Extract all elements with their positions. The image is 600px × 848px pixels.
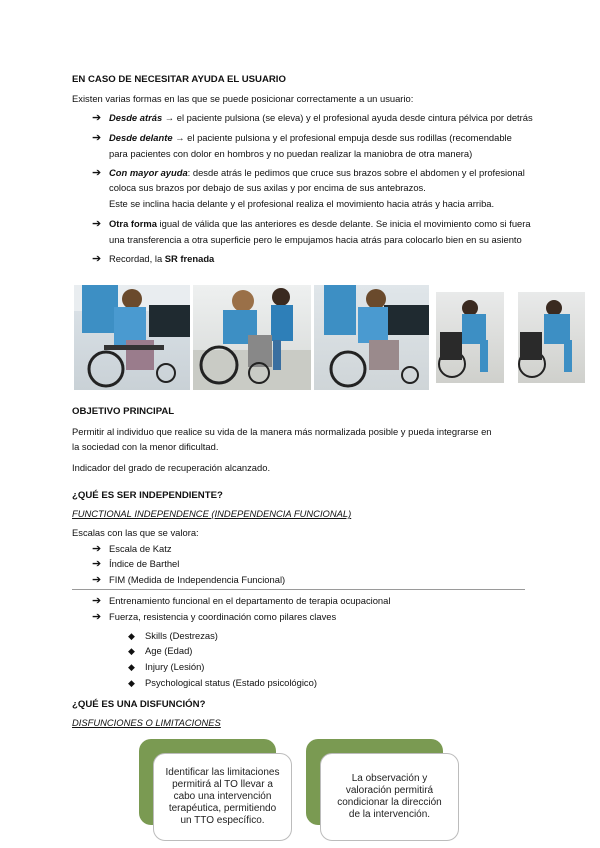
help-item-4: Otra forma igual de válida que las anteriores es desde delante. Se inicia el movimiento como si fuera xyxy=(109,218,531,229)
section-objective-title: OBJETIVO PRINCIPAL xyxy=(72,406,175,417)
arrow-bullet-icon: ➔ xyxy=(92,218,102,230)
help-item-2-line2: para pacientes con dolor en hombros y no puedan realizar la maniobra de otra manera) xyxy=(109,148,473,159)
dysfunction-card-1-text: Identificar las limitaciones permitirá al TO llevar a cabo una intervención terapéutica, permitiendo un TTO específico. xyxy=(165,767,280,826)
scale-item: Escala de Katz xyxy=(109,543,172,554)
section-independent-subtitle: FUNCTIONAL INDEPENDENCE (INDEPENDENCIA FUNCIONAL) xyxy=(72,508,352,519)
independence-point: Entrenamiento funcional en el departamento de terapia ocupacional xyxy=(109,595,391,606)
wheelchair-photo-5 xyxy=(518,292,585,383)
arrow-bullet-icon: ➔ xyxy=(92,574,102,586)
help-item-3-line3: Este se inclina hacia delante y el profesional realiza el movimiento hacia atrás y hacia arriba. xyxy=(109,198,495,209)
dysfunction-card-1 xyxy=(153,753,292,841)
sub-point: Injury (Lesión) xyxy=(145,661,205,672)
sub-point: Skills (Destrezas) xyxy=(145,630,218,641)
wheelchair-photo-2 xyxy=(193,285,311,390)
wheelchair-photo-3 xyxy=(314,285,429,390)
section-help-title: EN CASO DE NECESITAR AYUDA EL USUARIO xyxy=(72,74,286,85)
diamond-bullet-icon: ◆ xyxy=(128,646,135,656)
dysfunction-card-2 xyxy=(320,753,459,841)
arrow-bullet-icon: ➔ xyxy=(92,167,102,179)
sub-point: Age (Edad) xyxy=(145,645,193,656)
help-item-3: Con mayor ayuda: desde atrás le pedimos que cruce sus brazos sobre el abdomen y el profesional xyxy=(109,167,525,178)
arrow-bullet-icon: ➔ xyxy=(92,112,102,124)
help-item-4-line2: una transferencia a otra superficie pero le empujamos hacia atrás para colocarlo bien en su asiento xyxy=(109,234,522,245)
help-item-2: Desde delante → el paciente pulsiona y el profesional empuja desde sus rodillas (recomendable xyxy=(109,132,512,143)
wheelchair-photo-1 xyxy=(74,285,190,390)
diamond-bullet-icon: ◆ xyxy=(128,678,135,688)
scale-item: Índice de Barthel xyxy=(109,558,180,569)
section-dysfunction-subtitle: DISFUNCIONES O LIMITACIONES xyxy=(72,717,221,728)
arrow-bullet-icon: ➔ xyxy=(92,558,102,570)
section-independent-title: ¿QUÉ ES SER INDEPENDIENTE? xyxy=(72,490,223,501)
section-dysfunction-title: ¿QUÉ ES UNA DISFUNCIÓN? xyxy=(72,699,206,710)
help-item-3-line2: coloca sus brazos por debajo de sus axilas y por encima de sus antebrazos. xyxy=(109,182,426,193)
section-help-intro: Existen varias formas en las que se puede posicionar correctamente a un usuario: xyxy=(72,93,414,104)
diamond-bullet-icon: ◆ xyxy=(128,662,135,672)
arrow-bullet-icon: ➔ xyxy=(92,543,102,555)
arrow-bullet-icon: ➔ xyxy=(92,611,102,623)
scale-item: FIM (Medida de Independencia Funcional) xyxy=(109,574,286,585)
divider xyxy=(72,589,525,590)
wheelchair-photo-4 xyxy=(436,292,504,383)
help-item-5: Recordad, la SR frenada xyxy=(109,253,215,264)
diamond-bullet-icon: ◆ xyxy=(128,631,135,641)
arrow-bullet-icon: ➔ xyxy=(92,595,102,607)
dysfunction-card-2-text: La observación y valoración permitirá condicionar la dirección de la intervención. xyxy=(337,773,442,820)
objective-line-2: la sociedad con la menor dificultad. xyxy=(72,441,219,452)
scales-intro: Escalas con las que se valora: xyxy=(72,527,199,538)
arrow-bullet-icon: ➔ xyxy=(92,132,102,144)
sub-point: Psychological status (Estado psicológico) xyxy=(145,677,317,688)
independence-point: Fuerza, resistencia y coordinación como pilares claves xyxy=(109,611,337,622)
objective-line-3: Indicador del grado de recuperación alcanzado. xyxy=(72,462,271,473)
objective-line-1: Permitir al individuo que realice su vida de la manera más normalizada posible y pueda integrarse en xyxy=(72,426,492,437)
arrow-bullet-icon: ➔ xyxy=(92,253,102,265)
help-item-1: Desde atrás → el paciente pulsiona (se eleva) y el profesional ayuda desde cintura pélvica por detrás xyxy=(109,112,533,123)
